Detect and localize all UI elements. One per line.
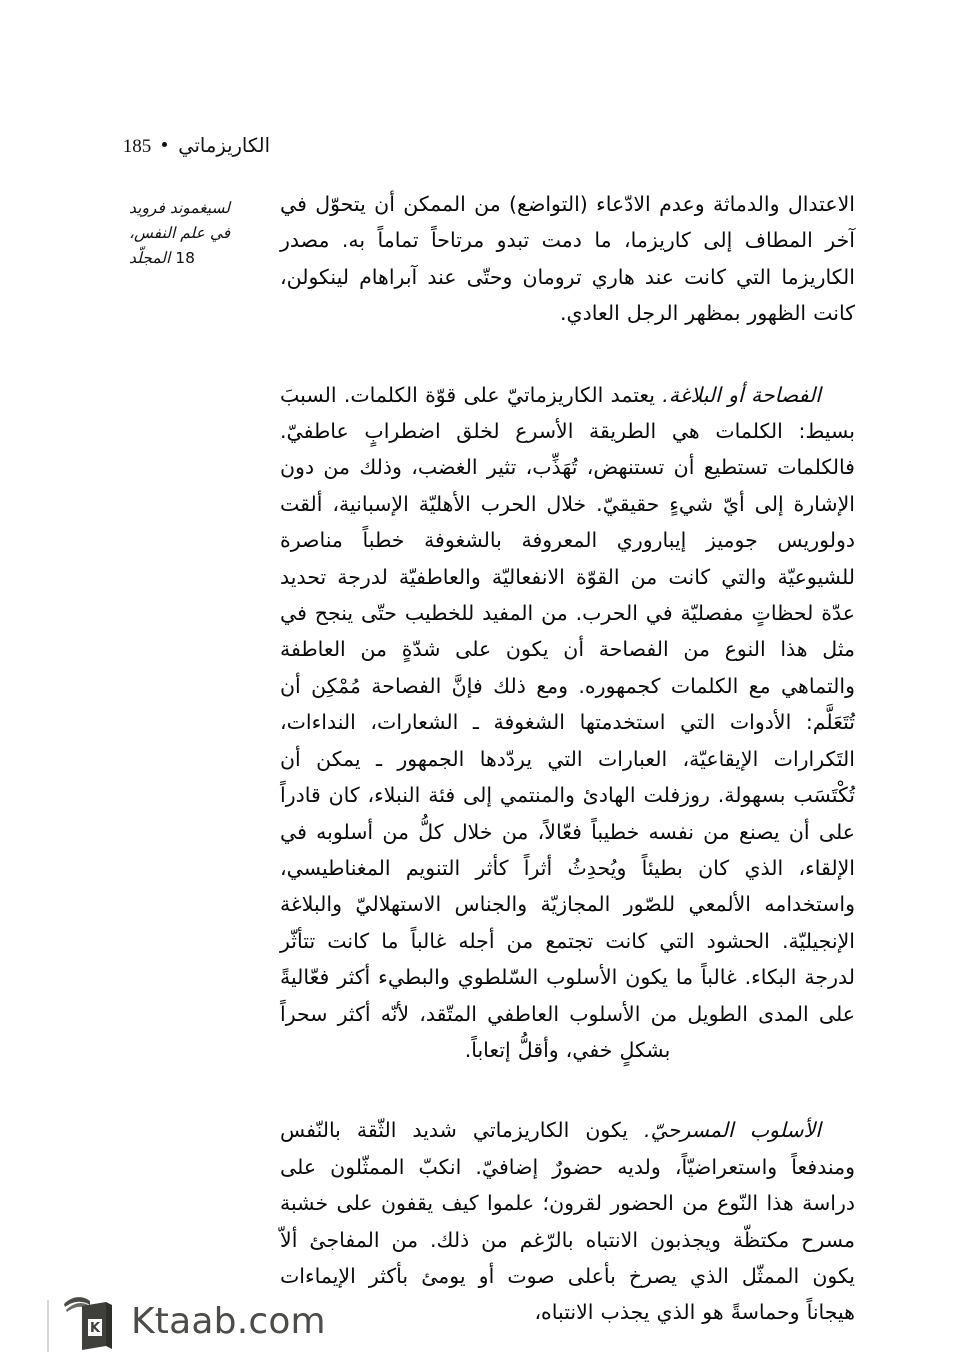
paragraph-3-text: يكون الكاريزماتي شديد الثّقة بالنّفس ومندفعاً واستعراضيّاً، ولديه حضورٌ إضافيّ. انكبّ الممثّلون على دراسة هذا النّوع من الحضور لقرون؛ علموا كيف يقفون على خشبة مسرح مكتظّة ويجذبون الانتباه بالرّغم من ذلك. من المفاجئ ألاّ يكون الممثّل الذي يصرخ بأعلى صوت أو يومئ بأكثر الإيماءات هيجاناً وحماسةً هو الذي يجذب الانتباه،: [280, 1118, 855, 1325]
bullet-separator-icon: [162, 142, 167, 147]
open-book-icon: [62, 1292, 118, 1352]
site-watermark: [62, 1292, 326, 1352]
paragraph-2-text: يعتمد الكاريزماتيّ على قوّة الكلمات. السببَ بسيط: الكلمات هي الطريقة الأسرع لخلق اضطرابٍ عاطفيّ. فالكلمات تستطيع أن تستنهض، تُهَذِّب، تثير الغضب، وذلك من دون الإشارة إلى أيّ شيءٍ حقيقيّ. خلال الحرب الأهليّة الإسبانية، ألقت دولوريس جوميز إيباروري المعروفة بالشغوفة خطباً مناصرة للشيوعيّة والتي كانت من القوّة الانفعاليّة والعاطفيّة لدرجة تحديد عدّة لحظاتٍ مفصليّة في الحرب. من المفيد للخطيب حتّى ينجح في مثل هذا النوع من الفصاحة أن يكون على شدّةٍ من العاطفة والتماهي مع الكلمات كجمهوره. ومع ذلك فإنَّ الفصاحة مُمْكِن أن تُتَعَلَّم: الأدوات التي استخدمتها الشغوفة ـ الشعارات، النداءات، التَكرارات الإيقاعيّة، العبارات التي يردّدها الجمهور ـ يمكن أن تُكْتَسَب بسهولة. روزفلت الهادئ والمنتمي إلى فئة النبلاء، كان قادراً على أن يصنع من نفسه خطيباً فعّالاً، من خلال كلُّ من أسلوبه في الإلقاء، الذي كان بطيئاً ويُحدِثُ أثراً كأثر التنويم المغناطيسي، واستخدامه الألمعي للصّور المجازيّة والجناس الاستهلاليّ والبلاغة الإنجيليّة. الحشود التي كانت تجتمع من أجله غالباً ما كانت تتأثّر لدرجة البكاء. غالباً ما يكون الأسلوب السّلطوي والبطيء أكثر فعّاليةً على المدى الطويل من الأسلوب العاطفي المتّقد، لأنّه أكثر سحراً بشكلٍ خفي، وأقلُّ إتعاباً.: [280, 382, 855, 1062]
paragraph-2: [280, 377, 855, 1069]
paragraph-1: الاعتدال والدماثة وعدم الادّعاء (التواضع) من الممكن أن يتحوّل في آخر المطاف إلى كاريزما، ما دمت تبدو مرتاحاً تماماً به. مصدر الكاريزما التي كانت عند هاري ترومان وحتّى عند آبراهام لينكولن، كانت الظهور بمظهر الرجل العادي.: [280, 192, 855, 326]
margin-note-line-2: في علم النفس،: [129, 224, 231, 243]
margin-note-volume-number: 18: [175, 249, 195, 268]
body-text-column: [280, 186, 855, 1331]
page-number: 185: [122, 136, 152, 157]
running-header: [0, 134, 955, 164]
running-header-content: [123, 134, 270, 158]
section-heading-theatrical-style: الأسلوب المسرحيّ.: [644, 1118, 821, 1143]
paragraph-3: [280, 1112, 855, 1330]
watermark-label: Ktaab.com: [131, 1301, 326, 1342]
section-heading-eloquence: الفصاحة أو البلاغة.: [662, 382, 821, 407]
page-title: الكاريزماتي: [178, 134, 270, 157]
paragraph-spacer: [280, 332, 855, 377]
margin-note-line-1: لسيغموند فرويد: [129, 199, 230, 217]
scan-edge-artifact: [47, 1300, 49, 1352]
margin-note-volume-label: المجلّد: [129, 249, 171, 268]
margin-citation-note: [129, 196, 289, 271]
paragraph-spacer: [280, 1068, 855, 1112]
svg-text:K: K: [89, 1321, 101, 1336]
margin-note-line-3: [129, 246, 289, 271]
